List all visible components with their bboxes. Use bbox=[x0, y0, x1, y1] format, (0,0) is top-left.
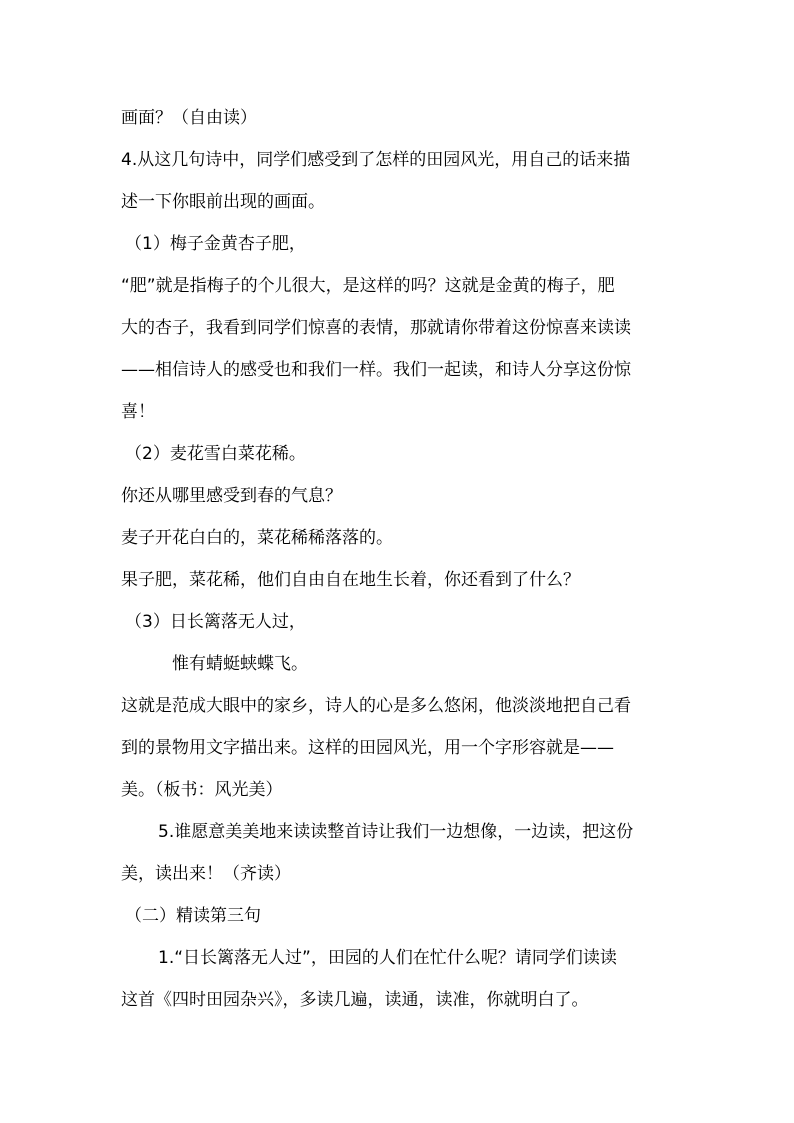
text-line: 果子肥，菜花稀，他们自由自在地生长着，你还看到了什么？ bbox=[121, 570, 580, 590]
text-line: 到的景物用文字描出来。这样的田园风光，用一个字形容就是—— bbox=[121, 738, 614, 758]
text-line: 大的杏子，我看到同学们惊喜的表情，那就请你带着这份惊喜来读读 bbox=[121, 318, 631, 338]
text-line: （3）日长篱落无人过， bbox=[125, 612, 306, 632]
text-line: 惟有蜻蜓蛱蝶飞。 bbox=[172, 654, 308, 674]
text-line: 4.从这几句诗中，同学们感受到了怎样的田园风光，用自己的话来描 bbox=[121, 150, 631, 170]
text-line: “肥”就是指梅子的个儿很大，是这样的吗？这就是金黄的梅子，肥 bbox=[121, 276, 615, 296]
text-line: 5.谁愿意美美地来读读整首诗让我们一边想像，一边读，把这份 bbox=[158, 822, 634, 842]
text-line: 述一下你眼前出现的画面。 bbox=[121, 192, 325, 212]
text-line: 你还从哪里感受到春的气息？ bbox=[121, 486, 342, 506]
text-line: 美，读出来！（齐读） bbox=[121, 864, 291, 884]
text-line: ——相信诗人的感受也和我们一样。我们一起读，和诗人分享这份惊 bbox=[121, 360, 631, 380]
text-line: 麦子开花白白的，菜花稀稀落落的。 bbox=[121, 528, 393, 548]
text-line: 画面？（自由读） bbox=[121, 108, 257, 128]
text-line: （1）梅子金黄杏子肥， bbox=[125, 234, 306, 254]
text-line: 喜！ bbox=[121, 402, 155, 422]
text-line: 美。（板书：风光美） bbox=[121, 780, 283, 800]
text-line: （2）麦花雪白菜花稀。 bbox=[125, 444, 306, 464]
text-line: 这首《四时田园杂兴》，多读几遍，读通，读准，你就明白了。 bbox=[121, 990, 589, 1010]
section-heading: （二）精读第三句 bbox=[125, 906, 261, 926]
text-line: 1.“日长篱落无人过”，田园的人们在忙什么呢？请同学们读读 bbox=[158, 948, 617, 968]
text-line: 这就是范成大眼中的家乡，诗人的心是多么悠闲，他淡淡地把自己看 bbox=[121, 696, 631, 716]
